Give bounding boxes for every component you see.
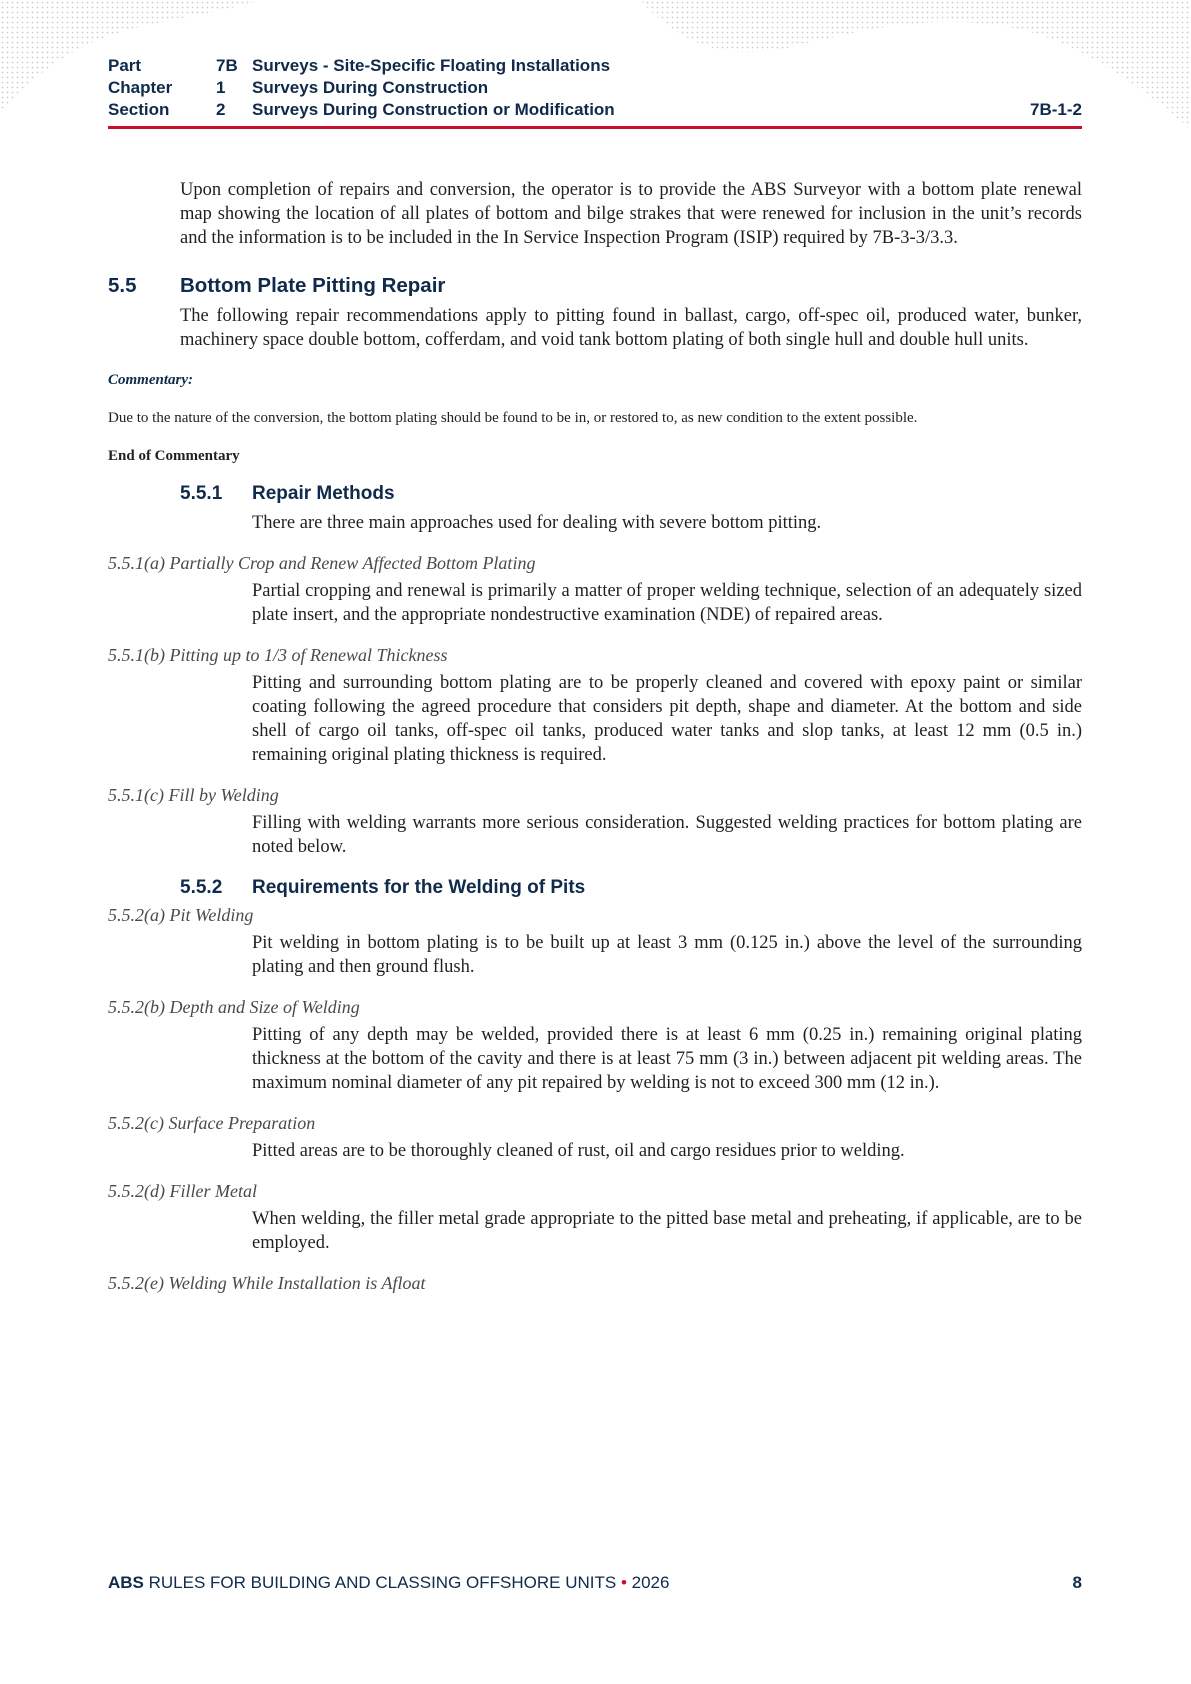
subsection-title: 5.5.2(e) Welding While Installation is Afloat xyxy=(108,1273,426,1293)
subsection-title: 5.5.2(a) Pit Welding xyxy=(108,905,254,925)
page-footer xyxy=(108,1571,1082,1595)
subsection-body: Pitted areas are to be thoroughly cleaned of rust, oil and cargo residues prior to welding. xyxy=(252,1141,905,1161)
header-rule xyxy=(108,126,1082,129)
header-number: 7B xyxy=(216,56,238,75)
subsection-title: 5.5.2(b) Depth and Size of Welding xyxy=(108,997,360,1017)
section-title: Repair Methods xyxy=(252,483,395,504)
section-5-5-1-body: There are three main approaches used for dealing with severe bottom pitting. xyxy=(252,513,822,533)
section-heading-5-5-2 xyxy=(108,875,1082,901)
header-title: Surveys During Construction or Modification xyxy=(252,100,615,119)
header-row-section xyxy=(108,99,1082,121)
subsection-body: Pitting and surrounding bottom plating are to be properly cleaned and covered with epoxy paint or similar coating following the agreed procedure that considers pit depth, shape and diameter. At the bottom and side shell of cargo oil tanks, off-spec oil tanks, produced water tanks and slop tanks, at least 12 mm (0.5 in.) remaining original plating thickness is required. xyxy=(252,673,1082,765)
subsection-title: 5.5.1(a) Partially Crop and Renew Affected Bottom Plating xyxy=(108,553,536,573)
header-number: 2 xyxy=(216,100,226,119)
header-number: 1 xyxy=(216,78,226,97)
section-number: 5.5.2 xyxy=(180,877,223,898)
commentary-end: End of Commentary xyxy=(108,448,240,464)
footer-year: 2026 xyxy=(626,1573,670,1592)
subsection-body: Pit welding in bottom plating is to be built up at least 3 mm (0.125 in.) above the level of the surrounding plating and then ground flush. xyxy=(252,933,1082,977)
footer-brand: ABS xyxy=(108,1573,144,1592)
page-number: 8 xyxy=(1072,1573,1082,1592)
header-row-chapter xyxy=(108,77,1082,99)
header-row-part xyxy=(108,55,1082,77)
section-number: 5.5.1 xyxy=(180,483,223,504)
subsection-title: 5.5.2(d) Filler Metal xyxy=(108,1181,257,1201)
subsection-body: Pitting of any depth may be welded, provided there is at least 6 mm (0.25 in.) remaining original plating thickness at the bottom of the cavity and there is at least 75 mm (3 in.) between adjacent pit welding areas. The maximum nominal diameter of any pit repaired by welding is not to exceed 300 mm (12 in.). xyxy=(252,1025,1082,1093)
section-title: Requirements for the Welding of Pits xyxy=(252,877,586,898)
subsection-body: Partial cropping and renewal is primarily a matter of proper welding technique, selection of an adequately sized plate insert, and the appropriate nondestructive examination (NDE) of repaired areas. xyxy=(252,581,1082,625)
section-5-5-body: The following repair recommendations apply to pitting found in ballast, cargo, off-spec oil, produced water, bunker, machinery space double bottom, cofferdam, and void tank bottom plating of both single hull and double hull units. xyxy=(180,306,1082,350)
subsection-title: 5.5.1(b) Pitting up to 1/3 of Renewal Thickness xyxy=(108,645,448,665)
header-title: Surveys During Construction xyxy=(252,78,489,97)
page-header xyxy=(108,55,1082,121)
commentary-heading: Commentary: xyxy=(108,372,193,388)
section-heading-5-5 xyxy=(108,272,1082,300)
header-label: Part xyxy=(108,56,142,75)
section-heading-5-5-1 xyxy=(108,481,1082,507)
commentary-body: Due to the nature of the conversion, the bottom plating should be found to be in, or restored to, as new condition to the extent possible. xyxy=(108,410,918,426)
section-number: 5.5 xyxy=(108,274,137,297)
subsection-title: 5.5.1(c) Fill by Welding xyxy=(108,785,279,805)
intro-paragraph: Upon completion of repairs and conversion, the operator is to provide the ABS Surveyor with a bottom plate renewal map showing the location of all plates of bottom and bilge strakes that were renewed for inclusion in the unit’s records and the information is to be included in the In Service Inspection Program (ISIP) required by 7B-3-3/3.3. xyxy=(180,180,1082,248)
footer-title: RULES FOR BUILDING AND CLASSING OFFSHORE UNITS xyxy=(143,1573,621,1592)
header-label: Chapter xyxy=(108,78,173,97)
section-title: Bottom Plate Pitting Repair xyxy=(180,274,446,297)
header-label: Section xyxy=(108,100,170,119)
subsection-title: 5.5.2(c) Surface Preparation xyxy=(108,1113,316,1133)
page-content xyxy=(108,178,1082,1295)
header-title: Surveys - Site-Specific Floating Installations xyxy=(252,56,611,75)
header-page-code: 7B-1-2 xyxy=(1030,100,1082,119)
footer-separator: • xyxy=(620,1573,627,1592)
subsection-body: Filling with welding warrants more serious consideration. Suggested welding practices for bottom plating are noted below. xyxy=(252,813,1082,857)
subsection-body: When welding, the filler metal grade appropriate to the pitted base metal and preheating, if applicable, are to be employed. xyxy=(252,1209,1082,1253)
